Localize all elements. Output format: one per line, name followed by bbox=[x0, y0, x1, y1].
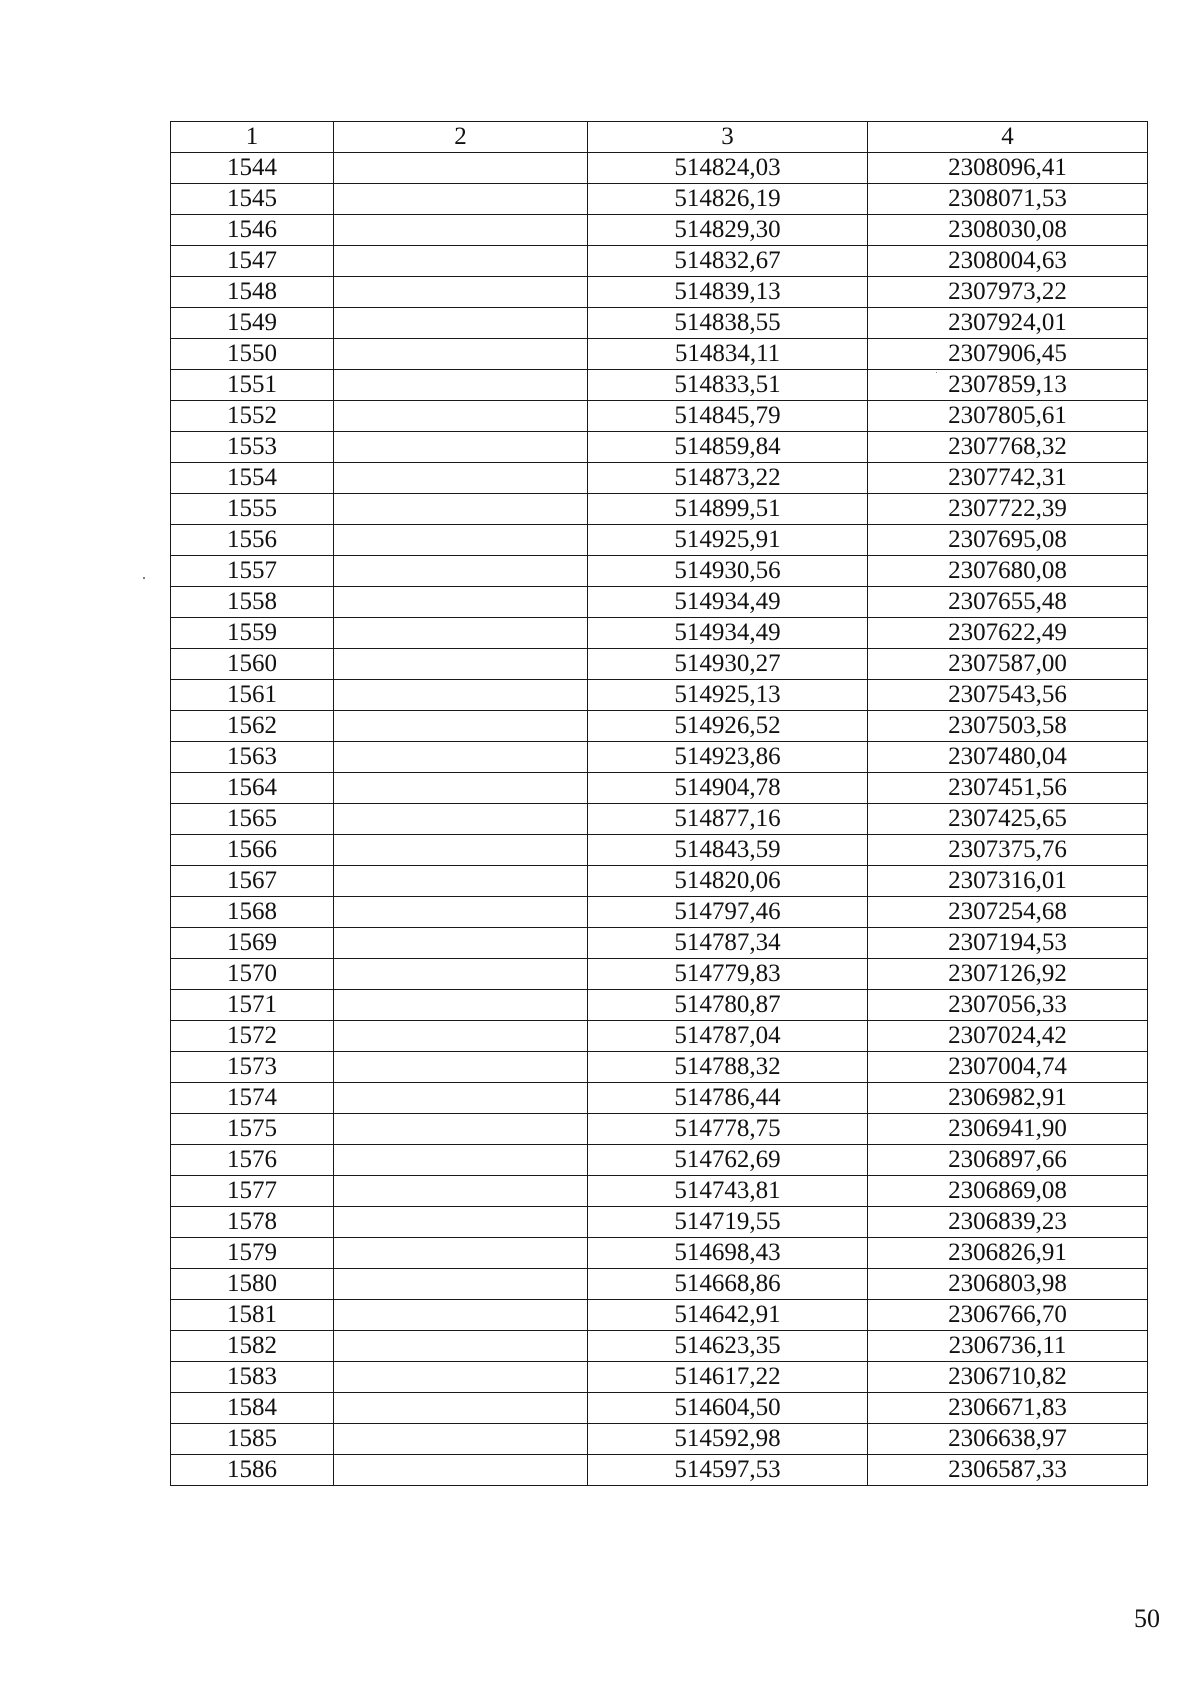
point-number-cell: 1575 bbox=[171, 1114, 334, 1145]
table-row bbox=[171, 184, 1148, 215]
empty-cell bbox=[334, 649, 588, 680]
table-row bbox=[171, 1300, 1148, 1331]
empty-cell bbox=[334, 1207, 588, 1238]
table-row bbox=[171, 1021, 1148, 1052]
table-row bbox=[171, 1424, 1148, 1455]
y-coordinate-cell: 2307587,00 bbox=[868, 649, 1148, 680]
table-row bbox=[171, 1145, 1148, 1176]
table-row bbox=[171, 370, 1148, 401]
y-coordinate-cell: 2307622,49 bbox=[868, 618, 1148, 649]
table-row bbox=[171, 649, 1148, 680]
table-body bbox=[171, 153, 1148, 1486]
y-coordinate-cell: 2307503,58 bbox=[868, 711, 1148, 742]
empty-cell bbox=[334, 618, 588, 649]
x-coordinate-cell: 514787,34 bbox=[588, 928, 868, 959]
table-row bbox=[171, 1362, 1148, 1393]
x-coordinate-cell: 514873,22 bbox=[588, 463, 868, 494]
x-coordinate-cell: 514604,50 bbox=[588, 1393, 868, 1424]
x-coordinate-cell: 514925,91 bbox=[588, 525, 868, 556]
empty-cell bbox=[334, 401, 588, 432]
y-coordinate-cell: 2306766,70 bbox=[868, 1300, 1148, 1331]
empty-cell bbox=[334, 525, 588, 556]
table-row bbox=[171, 1083, 1148, 1114]
table-row bbox=[171, 1331, 1148, 1362]
point-number-cell: 1544 bbox=[171, 153, 334, 184]
y-coordinate-cell: 2306710,82 bbox=[868, 1362, 1148, 1393]
point-number-cell: 1579 bbox=[171, 1238, 334, 1269]
y-coordinate-cell: 2307254,68 bbox=[868, 897, 1148, 928]
y-coordinate-cell: 2307004,74 bbox=[868, 1052, 1148, 1083]
table-row bbox=[171, 525, 1148, 556]
point-number-cell: 1576 bbox=[171, 1145, 334, 1176]
table-row bbox=[171, 742, 1148, 773]
scan-speck bbox=[936, 372, 937, 373]
x-coordinate-cell: 514668,86 bbox=[588, 1269, 868, 1300]
point-number-cell: 1569 bbox=[171, 928, 334, 959]
x-coordinate-cell: 514786,44 bbox=[588, 1083, 868, 1114]
table-header-row bbox=[171, 122, 1148, 153]
x-coordinate-cell: 514788,32 bbox=[588, 1052, 868, 1083]
y-coordinate-cell: 2307480,04 bbox=[868, 742, 1148, 773]
x-coordinate-cell: 514845,79 bbox=[588, 401, 868, 432]
y-coordinate-cell: 2306941,90 bbox=[868, 1114, 1148, 1145]
x-coordinate-cell: 514762,69 bbox=[588, 1145, 868, 1176]
point-number-cell: 1549 bbox=[171, 308, 334, 339]
point-number-cell: 1554 bbox=[171, 463, 334, 494]
y-coordinate-cell: 2307655,48 bbox=[868, 587, 1148, 618]
x-coordinate-cell: 514592,98 bbox=[588, 1424, 868, 1455]
empty-cell bbox=[334, 153, 588, 184]
empty-cell bbox=[334, 928, 588, 959]
y-coordinate-cell: 2308004,63 bbox=[868, 246, 1148, 277]
x-coordinate-cell: 514859,84 bbox=[588, 432, 868, 463]
x-coordinate-cell: 514779,83 bbox=[588, 959, 868, 990]
table-row bbox=[171, 215, 1148, 246]
x-coordinate-cell: 514839,13 bbox=[588, 277, 868, 308]
empty-cell bbox=[334, 866, 588, 897]
x-coordinate-cell: 514832,67 bbox=[588, 246, 868, 277]
y-coordinate-cell: 2307859,13 bbox=[868, 370, 1148, 401]
y-coordinate-cell: 2307906,45 bbox=[868, 339, 1148, 370]
x-coordinate-cell: 514826,19 bbox=[588, 184, 868, 215]
y-coordinate-cell: 2306736,11 bbox=[868, 1331, 1148, 1362]
point-number-cell: 1584 bbox=[171, 1393, 334, 1424]
table-row bbox=[171, 246, 1148, 277]
y-coordinate-cell: 2307695,08 bbox=[868, 525, 1148, 556]
y-coordinate-cell: 2307680,08 bbox=[868, 556, 1148, 587]
x-coordinate-cell: 514698,43 bbox=[588, 1238, 868, 1269]
x-coordinate-cell: 514904,78 bbox=[588, 773, 868, 804]
empty-cell bbox=[334, 215, 588, 246]
x-coordinate-cell: 514923,86 bbox=[588, 742, 868, 773]
x-coordinate-cell: 514843,59 bbox=[588, 835, 868, 866]
table-row bbox=[171, 680, 1148, 711]
y-coordinate-cell: 2307768,32 bbox=[868, 432, 1148, 463]
table-row bbox=[171, 897, 1148, 928]
point-number-cell: 1570 bbox=[171, 959, 334, 990]
column-header-4: 4 bbox=[868, 122, 1148, 153]
empty-cell bbox=[334, 556, 588, 587]
table-row bbox=[171, 928, 1148, 959]
empty-cell bbox=[334, 804, 588, 835]
x-coordinate-cell: 514743,81 bbox=[588, 1176, 868, 1207]
y-coordinate-cell: 2307425,65 bbox=[868, 804, 1148, 835]
y-coordinate-cell: 2307126,92 bbox=[868, 959, 1148, 990]
y-coordinate-cell: 2307451,56 bbox=[868, 773, 1148, 804]
table-row bbox=[171, 463, 1148, 494]
x-coordinate-cell: 514934,49 bbox=[588, 587, 868, 618]
empty-cell bbox=[334, 1052, 588, 1083]
table-row bbox=[171, 1269, 1148, 1300]
table-row bbox=[171, 618, 1148, 649]
empty-cell bbox=[334, 773, 588, 804]
x-coordinate-cell: 514820,06 bbox=[588, 866, 868, 897]
point-number-cell: 1583 bbox=[171, 1362, 334, 1393]
point-number-cell: 1551 bbox=[171, 370, 334, 401]
column-header-3: 3 bbox=[588, 122, 868, 153]
y-coordinate-cell: 2306638,97 bbox=[868, 1424, 1148, 1455]
table-row bbox=[171, 556, 1148, 587]
empty-cell bbox=[334, 432, 588, 463]
x-coordinate-cell: 514833,51 bbox=[588, 370, 868, 401]
point-number-cell: 1558 bbox=[171, 587, 334, 618]
x-coordinate-cell: 514934,49 bbox=[588, 618, 868, 649]
y-coordinate-cell: 2307316,01 bbox=[868, 866, 1148, 897]
point-number-cell: 1568 bbox=[171, 897, 334, 928]
table-row bbox=[171, 494, 1148, 525]
point-number-cell: 1561 bbox=[171, 680, 334, 711]
y-coordinate-cell: 2307924,01 bbox=[868, 308, 1148, 339]
y-coordinate-cell: 2307056,33 bbox=[868, 990, 1148, 1021]
point-number-cell: 1557 bbox=[171, 556, 334, 587]
table-row bbox=[171, 277, 1148, 308]
y-coordinate-cell: 2307722,39 bbox=[868, 494, 1148, 525]
point-number-cell: 1563 bbox=[171, 742, 334, 773]
coordinates-table bbox=[170, 121, 1148, 1486]
empty-cell bbox=[334, 339, 588, 370]
empty-cell bbox=[334, 711, 588, 742]
table-row bbox=[171, 1176, 1148, 1207]
point-number-cell: 1552 bbox=[171, 401, 334, 432]
table-row bbox=[171, 1207, 1148, 1238]
point-number-cell: 1586 bbox=[171, 1455, 334, 1486]
y-coordinate-cell: 2308096,41 bbox=[868, 153, 1148, 184]
x-coordinate-cell: 514838,55 bbox=[588, 308, 868, 339]
y-coordinate-cell: 2307375,76 bbox=[868, 835, 1148, 866]
table-row bbox=[171, 711, 1148, 742]
table-row bbox=[171, 990, 1148, 1021]
empty-cell bbox=[334, 1455, 588, 1486]
point-number-cell: 1553 bbox=[171, 432, 334, 463]
point-number-cell: 1572 bbox=[171, 1021, 334, 1052]
empty-cell bbox=[334, 680, 588, 711]
point-number-cell: 1566 bbox=[171, 835, 334, 866]
x-coordinate-cell: 514926,52 bbox=[588, 711, 868, 742]
y-coordinate-cell: 2308071,53 bbox=[868, 184, 1148, 215]
empty-cell bbox=[334, 1114, 588, 1145]
table-row bbox=[171, 1393, 1148, 1424]
x-coordinate-cell: 514877,16 bbox=[588, 804, 868, 835]
table-row bbox=[171, 866, 1148, 897]
empty-cell bbox=[334, 1021, 588, 1052]
point-number-cell: 1556 bbox=[171, 525, 334, 556]
table-row bbox=[171, 773, 1148, 804]
point-number-cell: 1562 bbox=[171, 711, 334, 742]
empty-cell bbox=[334, 308, 588, 339]
point-number-cell: 1567 bbox=[171, 866, 334, 897]
x-coordinate-cell: 514778,75 bbox=[588, 1114, 868, 1145]
point-number-cell: 1550 bbox=[171, 339, 334, 370]
empty-cell bbox=[334, 742, 588, 773]
table-row bbox=[171, 153, 1148, 184]
y-coordinate-cell: 2306982,91 bbox=[868, 1083, 1148, 1114]
y-coordinate-cell: 2306587,33 bbox=[868, 1455, 1148, 1486]
empty-cell bbox=[334, 959, 588, 990]
table-row bbox=[171, 835, 1148, 866]
point-number-cell: 1578 bbox=[171, 1207, 334, 1238]
empty-cell bbox=[334, 1238, 588, 1269]
empty-cell bbox=[334, 1269, 588, 1300]
point-number-cell: 1585 bbox=[171, 1424, 334, 1455]
y-coordinate-cell: 2307742,31 bbox=[868, 463, 1148, 494]
empty-cell bbox=[334, 494, 588, 525]
y-coordinate-cell: 2306803,98 bbox=[868, 1269, 1148, 1300]
point-number-cell: 1548 bbox=[171, 277, 334, 308]
x-coordinate-cell: 514719,55 bbox=[588, 1207, 868, 1238]
table-row bbox=[171, 959, 1148, 990]
point-number-cell: 1574 bbox=[171, 1083, 334, 1114]
y-coordinate-cell: 2307543,56 bbox=[868, 680, 1148, 711]
point-number-cell: 1573 bbox=[171, 1052, 334, 1083]
table-row bbox=[171, 1052, 1148, 1083]
empty-cell bbox=[334, 370, 588, 401]
point-number-cell: 1577 bbox=[171, 1176, 334, 1207]
empty-cell bbox=[334, 246, 588, 277]
point-number-cell: 1560 bbox=[171, 649, 334, 680]
empty-cell bbox=[334, 277, 588, 308]
point-number-cell: 1581 bbox=[171, 1300, 334, 1331]
x-coordinate-cell: 514597,53 bbox=[588, 1455, 868, 1486]
empty-cell bbox=[334, 1424, 588, 1455]
y-coordinate-cell: 2306897,66 bbox=[868, 1145, 1148, 1176]
table-row bbox=[171, 432, 1148, 463]
point-number-cell: 1582 bbox=[171, 1331, 334, 1362]
x-coordinate-cell: 514930,27 bbox=[588, 649, 868, 680]
y-coordinate-cell: 2307024,42 bbox=[868, 1021, 1148, 1052]
table-row bbox=[171, 308, 1148, 339]
y-coordinate-cell: 2306869,08 bbox=[868, 1176, 1148, 1207]
x-coordinate-cell: 514787,04 bbox=[588, 1021, 868, 1052]
x-coordinate-cell: 514623,35 bbox=[588, 1331, 868, 1362]
x-coordinate-cell: 514617,22 bbox=[588, 1362, 868, 1393]
empty-cell bbox=[334, 835, 588, 866]
page-number: 50 bbox=[1134, 1604, 1160, 1633]
y-coordinate-cell: 2306671,83 bbox=[868, 1393, 1148, 1424]
x-coordinate-cell: 514780,87 bbox=[588, 990, 868, 1021]
table-row bbox=[171, 804, 1148, 835]
y-coordinate-cell: 2307973,22 bbox=[868, 277, 1148, 308]
point-number-cell: 1547 bbox=[171, 246, 334, 277]
x-coordinate-cell: 514834,11 bbox=[588, 339, 868, 370]
point-number-cell: 1545 bbox=[171, 184, 334, 215]
empty-cell bbox=[334, 1176, 588, 1207]
point-number-cell: 1559 bbox=[171, 618, 334, 649]
column-header-1: 1 bbox=[171, 122, 334, 153]
y-coordinate-cell: 2308030,08 bbox=[868, 215, 1148, 246]
x-coordinate-cell: 514797,46 bbox=[588, 897, 868, 928]
x-coordinate-cell: 514930,56 bbox=[588, 556, 868, 587]
table-row bbox=[171, 1455, 1148, 1486]
y-coordinate-cell: 2306839,23 bbox=[868, 1207, 1148, 1238]
point-number-cell: 1555 bbox=[171, 494, 334, 525]
point-number-cell: 1571 bbox=[171, 990, 334, 1021]
empty-cell bbox=[334, 897, 588, 928]
point-number-cell: 1564 bbox=[171, 773, 334, 804]
table-row bbox=[171, 1114, 1148, 1145]
empty-cell bbox=[334, 1331, 588, 1362]
empty-cell bbox=[334, 463, 588, 494]
x-coordinate-cell: 514899,51 bbox=[588, 494, 868, 525]
scan-speck bbox=[143, 577, 145, 579]
table-row bbox=[171, 1238, 1148, 1269]
empty-cell bbox=[334, 1393, 588, 1424]
table-row bbox=[171, 401, 1148, 432]
empty-cell bbox=[334, 1362, 588, 1393]
empty-cell bbox=[334, 587, 588, 618]
column-header-2: 2 bbox=[334, 122, 588, 153]
point-number-cell: 1580 bbox=[171, 1269, 334, 1300]
x-coordinate-cell: 514642,91 bbox=[588, 1300, 868, 1331]
point-number-cell: 1546 bbox=[171, 215, 334, 246]
x-coordinate-cell: 514829,30 bbox=[588, 215, 868, 246]
x-coordinate-cell: 514824,03 bbox=[588, 153, 868, 184]
empty-cell bbox=[334, 184, 588, 215]
table-row bbox=[171, 339, 1148, 370]
y-coordinate-cell: 2307805,61 bbox=[868, 401, 1148, 432]
empty-cell bbox=[334, 1145, 588, 1176]
point-number-cell: 1565 bbox=[171, 804, 334, 835]
table-row bbox=[171, 587, 1148, 618]
y-coordinate-cell: 2307194,53 bbox=[868, 928, 1148, 959]
empty-cell bbox=[334, 1083, 588, 1114]
empty-cell bbox=[334, 1300, 588, 1331]
y-coordinate-cell: 2306826,91 bbox=[868, 1238, 1148, 1269]
x-coordinate-cell: 514925,13 bbox=[588, 680, 868, 711]
empty-cell bbox=[334, 990, 588, 1021]
